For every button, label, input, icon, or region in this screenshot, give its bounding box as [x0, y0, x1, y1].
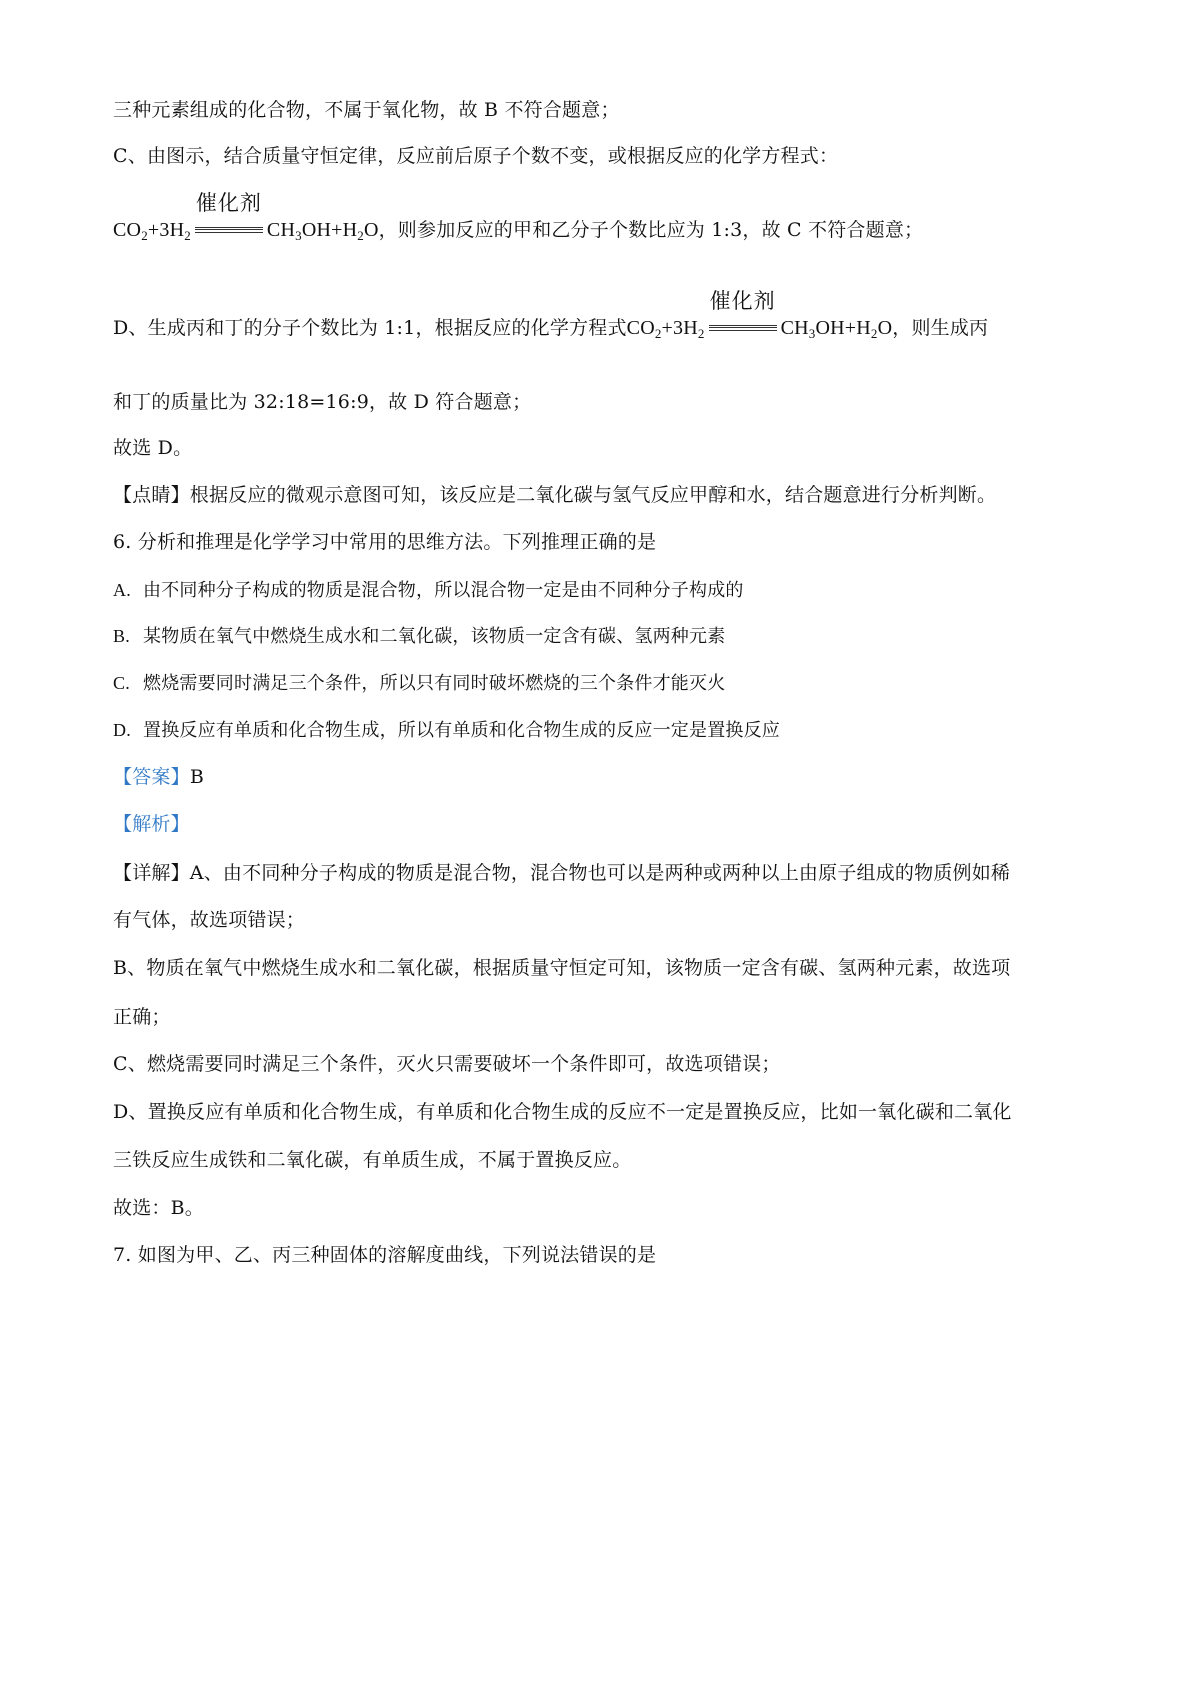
- detail-line: 【详解】A、由不同种分子构成的物质是混合物，混合物也可以是两种或两种以上由原子组成的物质例如稀: [113, 862, 1011, 884]
- catalyst-arrow: [193, 191, 265, 241]
- equation-tail-text: ，则生成丙: [892, 317, 989, 339]
- option-c: [113, 669, 1100, 698]
- detail-line: 三铁反应生成铁和二氧化碳，有单质生成，不属于置换反应。: [113, 1149, 632, 1171]
- catalyst-label: 催化剂: [195, 191, 262, 216]
- option-a: [113, 576, 1100, 605]
- detail-line: B、物质在氧气中燃烧生成水和二氧化碳，根据质量守恒定可知，该物质一定含有碳、氢两种元素，故选项: [113, 957, 1011, 979]
- option-text: 燃烧需要同时满足三个条件，所以只有同时破坏燃烧的三个条件才能灭火: [143, 673, 726, 694]
- option-b: [113, 622, 1100, 651]
- answer-label: 【答案】: [113, 766, 190, 788]
- text-line: C、由图示，结合质量守恒定律，反应前后原子个数不变，或根据反应的化学方程式：: [113, 145, 839, 167]
- option-text: 置换反应有单质和化合物生成，所以有单质和化合物生成的反应一定是置换反应: [143, 720, 780, 741]
- equation-head-text: D、生成丙和丁的分子个数比为 1:1，根据反应的化学方程式: [113, 317, 627, 339]
- analysis-label: 【解析】: [113, 813, 190, 835]
- equation-line-d: [113, 289, 1100, 342]
- option-letter: B.: [113, 626, 130, 646]
- option-d: [113, 716, 1100, 745]
- answer-value: B: [189, 766, 204, 788]
- text-line: 故选 D。: [113, 437, 193, 459]
- catalyst-arrow: [707, 289, 779, 339]
- chemical-equation: $CO_2+3H_2$ 催化剂 $CH_3OH+H_2O$: [626, 289, 893, 341]
- question-6-stem: 6. 分析和推理是化学学习中常用的思维方法。下列推理正确的是: [113, 531, 657, 553]
- equal-sign-bars: [195, 227, 263, 233]
- option-letter: A.: [113, 580, 131, 600]
- text-line: 三种元素组成的化合物，不属于氧化物，故 B 不符合题意；: [113, 99, 620, 121]
- equal-sign-bars: [709, 325, 777, 331]
- detail-line: D、置换反应有单质和化合物生成，有单质和化合物生成的反应不一定是置换反应，比如一氧化碳和二氧化: [113, 1101, 1012, 1123]
- catalyst-label: 催化剂: [709, 289, 776, 314]
- detail-line: 正确；: [113, 1006, 171, 1028]
- equation-tail-text: ，则参加反应的甲和乙分子个数比应为 1:3，故 C 不符合题意；: [378, 219, 924, 241]
- detail-line: 有气体，故选项错误；: [113, 909, 306, 931]
- option-letter: C.: [113, 673, 130, 693]
- equation-line-c: [113, 191, 1100, 244]
- option-text: 由不同种分子构成的物质是混合物，所以混合物一定是由不同种分子构成的: [143, 580, 744, 601]
- chemical-equation: $CO_2+3H_2$ 催化剂 $CH_3OH+H_2O$: [113, 191, 379, 243]
- detail-line: C、燃烧需要同时满足三个条件，灭火只需要破坏一个条件即可，故选项错误；: [113, 1053, 781, 1075]
- answer-line: [113, 763, 1100, 791]
- text-line: 和丁的质量比为 32:18=16:9，故 D 符合题意；: [113, 391, 532, 413]
- question-7-stem: 7. 如图为甲、乙、丙三种固体的溶解度曲线，下列说法错误的是: [113, 1244, 657, 1266]
- detail-line: 故选：B。: [113, 1197, 204, 1219]
- option-letter: D.: [113, 720, 131, 740]
- hint-line: 【点睛】根据反应的微观示意图可知，该反应是二氧化碳与氢气反应甲醇和水，结合题意进行分析判断。: [113, 484, 997, 506]
- option-text: 某物质在氧气中燃烧生成水和二氧化碳，该物质一定含有碳、氢两种元素: [143, 626, 726, 647]
